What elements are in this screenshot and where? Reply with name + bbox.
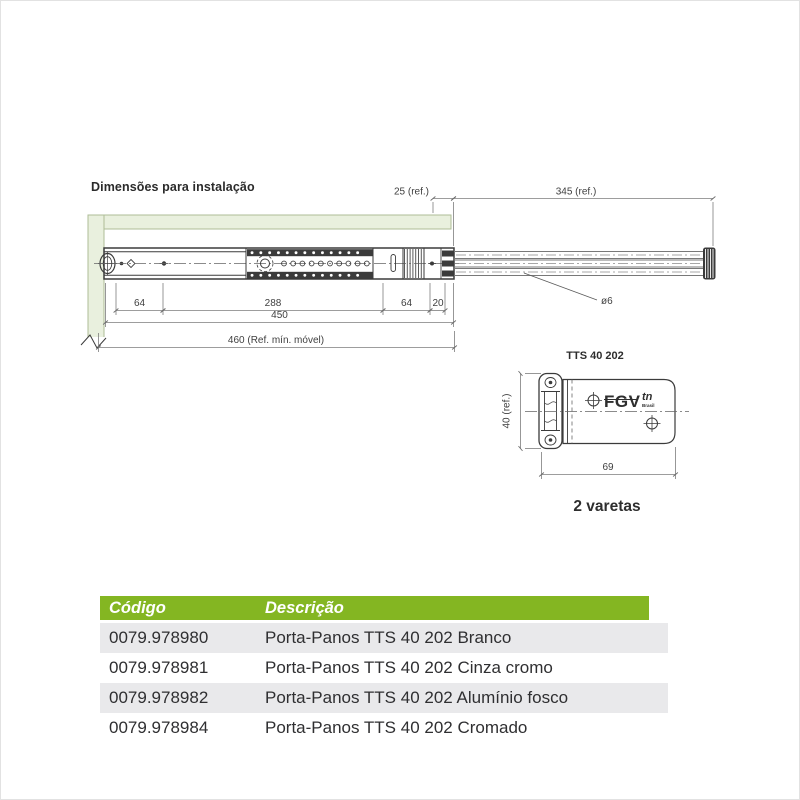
logo-brand: FGV xyxy=(604,392,641,411)
dim-64b-label: 64 xyxy=(400,298,413,309)
table-body xyxy=(100,623,668,743)
logo-country: Brasil xyxy=(642,403,655,408)
cell-code: 0079.978982 xyxy=(109,688,209,707)
cell-description: Porta-Panos TTS 40 202 Cinza cromo xyxy=(265,658,553,677)
header-descricao: Descrição xyxy=(265,598,344,617)
leader-line xyxy=(524,273,597,300)
table-row xyxy=(100,713,668,743)
cell-description: Porta-Panos TTS 40 202 Branco xyxy=(265,628,512,647)
table-row xyxy=(100,683,668,713)
dim-288-label: 288 xyxy=(264,298,282,309)
rod-count-caption: 2 varetas xyxy=(573,498,641,515)
cell-code: 0079.978984 xyxy=(109,718,209,737)
dim-69-label: 69 xyxy=(602,462,614,473)
screw-hole xyxy=(644,415,661,432)
dim-40-label: 40 (ref.) xyxy=(501,393,513,429)
rod-diameter-label: ø6 xyxy=(601,296,613,307)
table-header xyxy=(100,596,649,620)
dim-64a-label: 64 xyxy=(133,298,146,309)
rods xyxy=(454,248,716,308)
dim-25-label: 25 (ref.) xyxy=(393,186,429,198)
fgv-logo xyxy=(604,391,655,411)
bracket-detail xyxy=(502,350,690,515)
technical-drawing xyxy=(1,161,800,561)
table-row xyxy=(100,623,668,653)
bracket-label: TTS 40 202 xyxy=(566,350,624,362)
cell-code: 0079.978981 xyxy=(109,658,209,677)
logo-suffix: tn xyxy=(642,391,653,403)
screw-hole xyxy=(585,392,602,409)
dimension-bottom xyxy=(99,283,455,352)
cell-description: Porta-Panos TTS 40 202 Cromado xyxy=(265,718,528,737)
cell-description: Porta-Panos TTS 40 202 Alumínio fosco xyxy=(265,688,569,707)
dim-450-label: 450 xyxy=(271,310,288,321)
table-row xyxy=(100,653,668,683)
dim-20-label: 20 xyxy=(432,298,444,309)
rail-profile xyxy=(539,374,562,449)
header-codigo: Código xyxy=(109,598,166,617)
cell-code: 0079.978980 xyxy=(109,628,209,647)
page-title: Dimensões para instalação xyxy=(91,180,255,194)
product-table xyxy=(100,596,668,743)
dim-460-label: 460 (Ref. mín. móvel) xyxy=(227,335,325,346)
bracket-plate xyxy=(563,380,675,444)
dim-345-label: 345 (ref.) xyxy=(555,186,597,198)
cabinet-panel xyxy=(81,215,451,348)
rod-end-cap xyxy=(703,248,716,280)
dimension-bracket xyxy=(502,374,676,480)
slide-rail xyxy=(94,248,459,279)
